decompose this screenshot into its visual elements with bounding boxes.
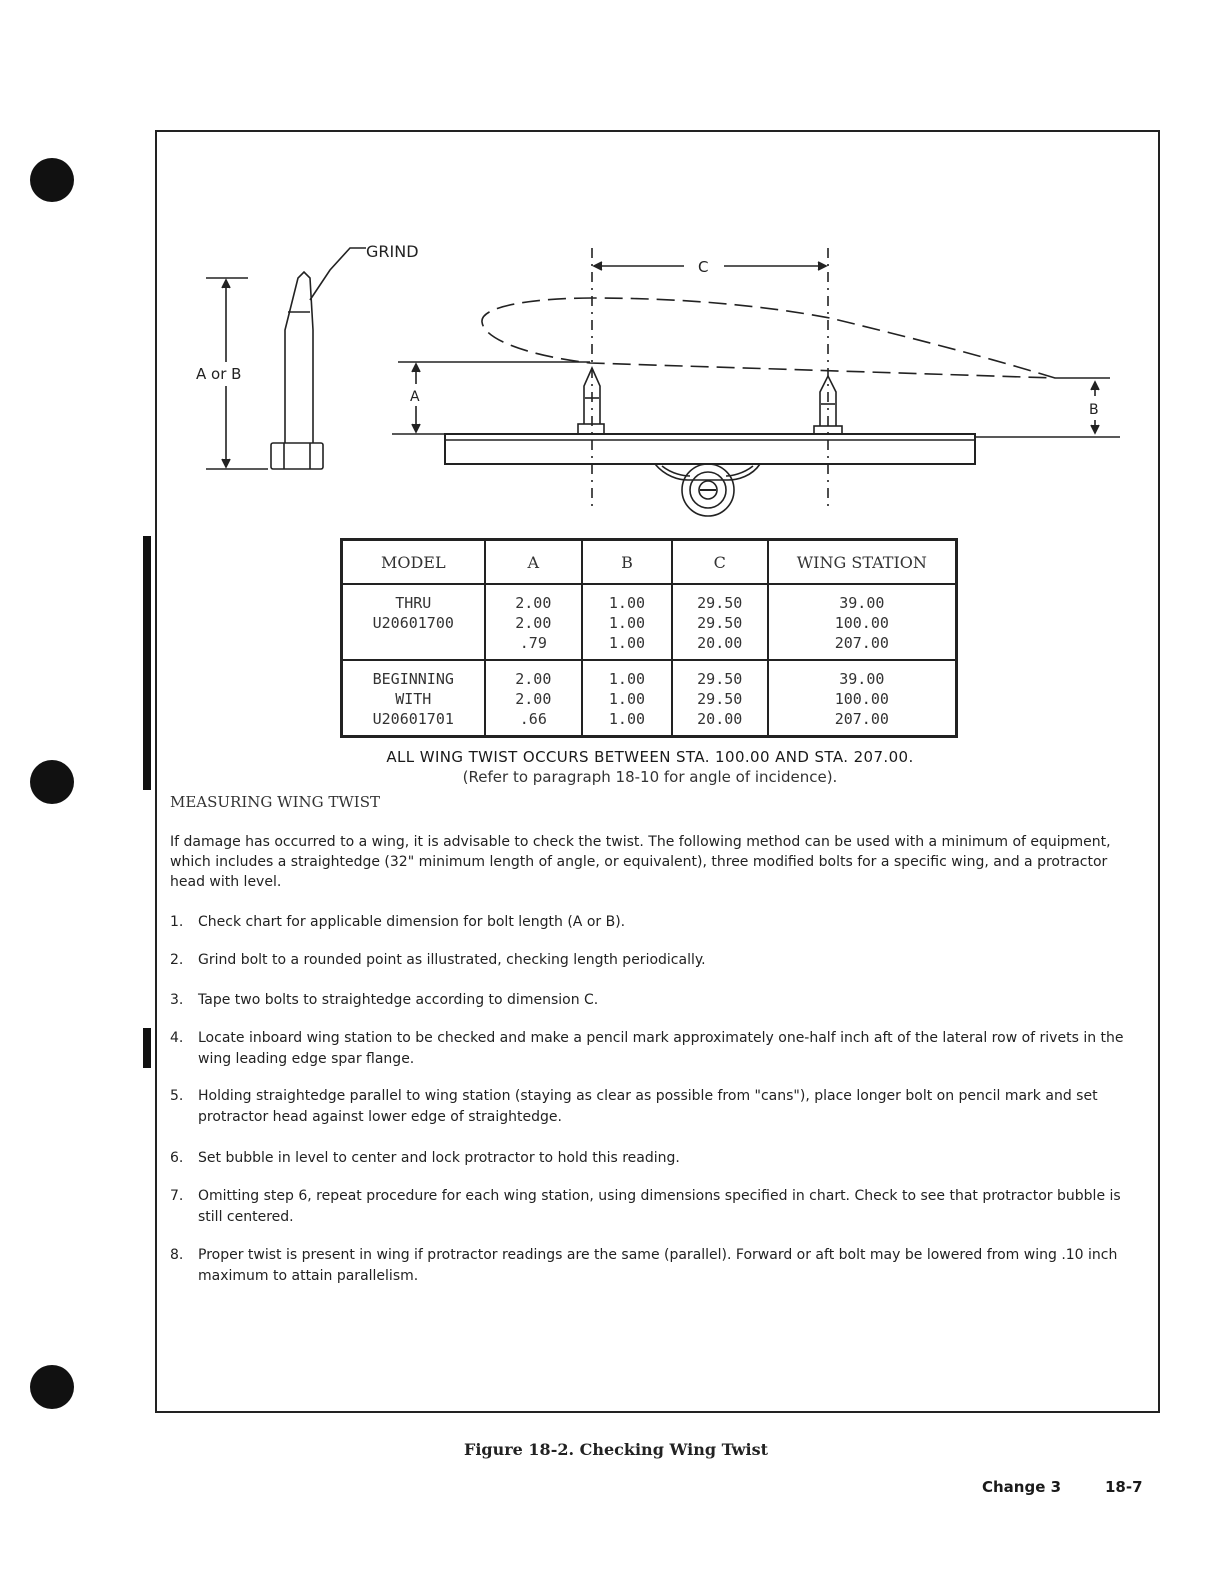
- model-line: THRU: [395, 594, 432, 612]
- list-item: [170, 1028, 1130, 1070]
- list-item: [170, 1245, 1130, 1287]
- b-value: 1.00: [608, 710, 646, 728]
- a-value: .79: [519, 634, 547, 652]
- step-number: 1.: [170, 914, 184, 930]
- b-cell: [582, 660, 672, 737]
- station-value: 207.00: [834, 634, 889, 652]
- a-value: 2.00: [515, 594, 552, 612]
- station-value: 39.00: [839, 594, 885, 612]
- model-cell: [342, 660, 485, 737]
- model-line: U20601700: [372, 614, 454, 632]
- binder-hole-bottom: [30, 1365, 74, 1409]
- c-value: 29.50: [697, 690, 743, 708]
- station-value: 100.00: [834, 614, 889, 632]
- step-text: Locate inboard wing station to be checked and make a pencil mark approximately one-half inch aft of the lateral row of rivets in the wing leading edge spar flange.: [198, 1030, 1124, 1067]
- list-item: [170, 1148, 1130, 1169]
- step-number: 5.: [170, 1088, 184, 1104]
- a-value: 2.00: [515, 690, 552, 708]
- dimension-a-label: A: [410, 389, 420, 405]
- header-model: MODEL: [342, 540, 485, 585]
- protractor-head: [655, 464, 760, 516]
- header-wing-station: WING STATION: [768, 540, 957, 585]
- page-number: 18-7: [1105, 1478, 1143, 1496]
- section-heading: MEASURING WING TWIST: [170, 793, 380, 811]
- header-a: A: [485, 540, 583, 585]
- change-number: Change 3: [982, 1478, 1062, 1496]
- table-header-row: [342, 540, 957, 585]
- dimension-b-label: B: [1089, 402, 1099, 418]
- station-value: 100.00: [834, 690, 889, 708]
- b-value: 1.00: [608, 690, 646, 708]
- b-value: 1.00: [608, 594, 646, 612]
- a-cell: [485, 584, 583, 660]
- table-row: [342, 660, 957, 737]
- table-row: [342, 584, 957, 660]
- figure-caption: Figure 18-2. Checking Wing Twist: [463, 1440, 768, 1459]
- intro-paragraph: If damage has occurred to a wing, it is advisable to check the twist. The following method can be used with a minimum of equipment, which includes a straightedge (32" minimum length of angle, or equivalent), three modified bolts for a specific wing, and a protractor head with level.: [170, 834, 1111, 890]
- a-value: 2.00: [515, 670, 552, 688]
- step-text: Omitting step 6, repeat procedure for each wing station, using dimensions specified in chart. Check to see that protractor bubble is still centered.: [198, 1188, 1121, 1225]
- c-cell: [672, 584, 768, 660]
- a-cell: [485, 660, 583, 737]
- model-line: BEGINNING: [372, 670, 454, 688]
- a-value: 2.00: [515, 614, 552, 632]
- a-or-b-label: A or B: [196, 365, 242, 383]
- header-b: B: [582, 540, 672, 585]
- list-item: [170, 1086, 1130, 1128]
- b-value: 1.00: [608, 670, 646, 688]
- a-value: .66: [519, 710, 547, 728]
- change-bar-step-4: [143, 1028, 151, 1068]
- step-text: Grind bolt to a rounded point as illustrated, checking length periodically.: [198, 952, 706, 968]
- station-value: 207.00: [834, 710, 889, 728]
- c-cell: [672, 660, 768, 737]
- binder-hole-middle: [30, 760, 74, 804]
- step-number: 2.: [170, 952, 184, 968]
- c-value: 29.50: [697, 594, 743, 612]
- step-text: Proper twist is present in wing if protractor readings are the same (parallel). Forward or aft bolt may be lowered from wing .10 inch maximum to attain parallelism.: [198, 1247, 1118, 1284]
- dimension-c-label: C: [698, 258, 709, 276]
- b-cell: [582, 584, 672, 660]
- step-number: 4.: [170, 1030, 184, 1046]
- grind-label: GRIND: [366, 242, 419, 261]
- step-text: Tape two bolts to straightedge according to dimension C.: [198, 992, 599, 1008]
- station-cell: [768, 584, 957, 660]
- step-number: 7.: [170, 1188, 184, 1204]
- step-text: Holding straightedge parallel to wing station (staying as clear as possible from "cans"), place longer bolt on pencil mark and set protractor head against lower edge of straightedge.: [198, 1088, 1098, 1125]
- wing-twist-diagram: [0, 0, 1232, 540]
- list-item: [170, 990, 1130, 1011]
- step-text: Check chart for applicable dimension for bolt length (A or B).: [198, 914, 626, 930]
- c-value: 29.50: [697, 670, 743, 688]
- wing-twist-note: ALL WING TWIST OCCURS BETWEEN STA. 100.00 AND STA. 207.00.: [386, 748, 914, 766]
- forward-bolt: [578, 368, 604, 434]
- header-c: C: [672, 540, 768, 585]
- station-value: 39.00: [839, 670, 885, 688]
- c-value: 29.50: [697, 614, 743, 632]
- bolt-dimension-table: [340, 538, 958, 738]
- c-value: 20.00: [697, 710, 743, 728]
- change-bar-table: [143, 536, 151, 790]
- model-line: WITH: [395, 690, 432, 708]
- modified-bolt-illustration: [271, 248, 366, 469]
- list-item: [170, 912, 1130, 933]
- b-value: 1.00: [608, 614, 646, 632]
- straightedge: [445, 434, 975, 464]
- step-number: 8.: [170, 1247, 184, 1263]
- b-value: 1.00: [608, 634, 646, 652]
- step-text: Set bubble in level to center and lock protractor to hold this reading.: [198, 1150, 680, 1166]
- step-number: 3.: [170, 992, 184, 1008]
- list-item: [170, 950, 1130, 971]
- step-number: 6.: [170, 1150, 184, 1166]
- station-cell: [768, 660, 957, 737]
- wing-airfoil-outline: [482, 298, 1055, 378]
- model-line: U20601701: [372, 710, 454, 728]
- c-value: 20.00: [697, 634, 743, 652]
- model-cell: [342, 584, 485, 660]
- list-item: [170, 1186, 1130, 1228]
- incidence-reference-note: (Refer to paragraph 18-10 for angle of incidence).: [462, 768, 838, 786]
